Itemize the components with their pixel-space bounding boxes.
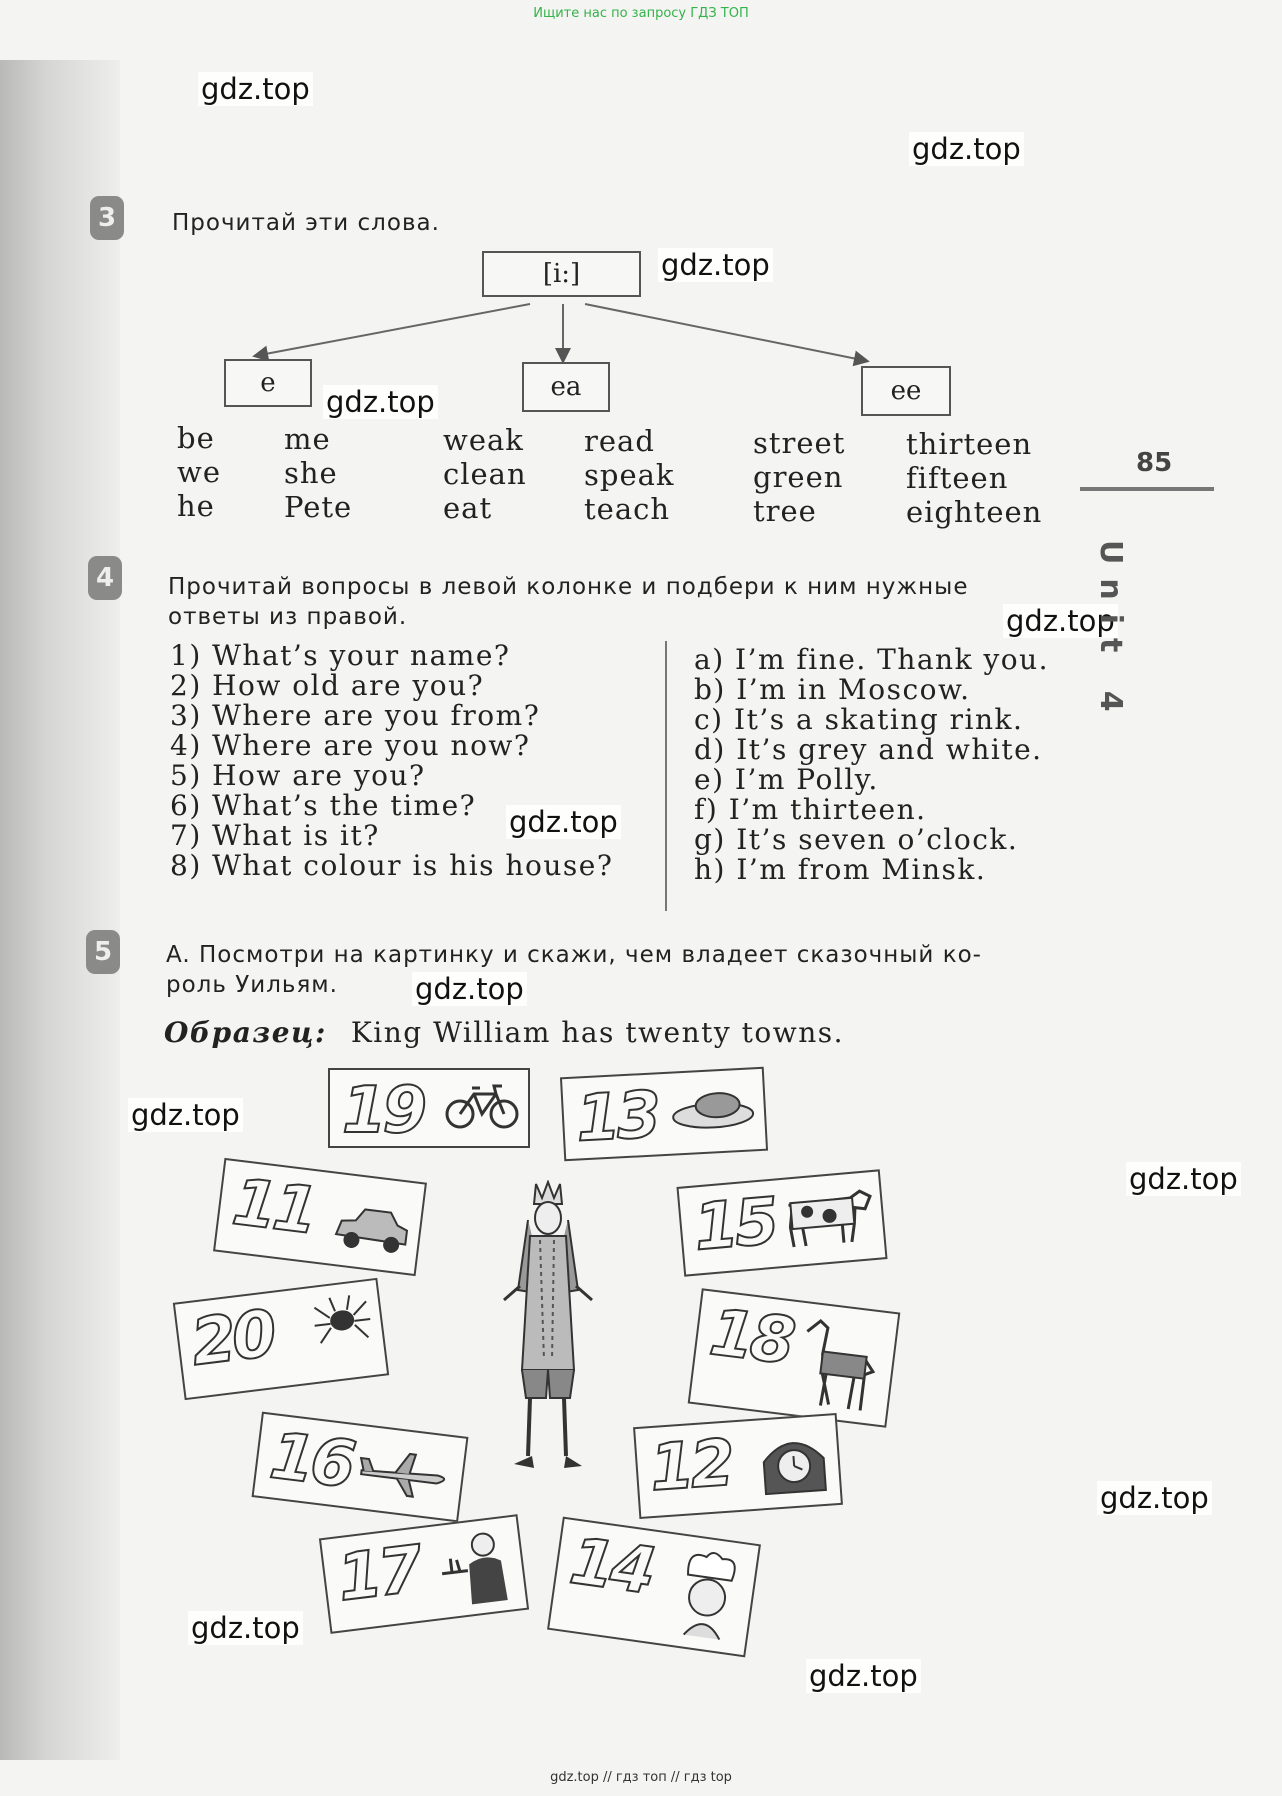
car-icon bbox=[328, 1198, 414, 1263]
card-number: 18 bbox=[705, 1295, 796, 1380]
column-divider bbox=[665, 641, 667, 911]
cow-icon bbox=[779, 1180, 876, 1252]
cook-icon bbox=[666, 1543, 750, 1644]
word: we bbox=[177, 455, 221, 489]
bicycle-icon bbox=[444, 1078, 520, 1130]
instruction-line: роль Уильям. bbox=[166, 972, 338, 998]
word: thirteen bbox=[906, 427, 1033, 461]
watermark: gdz.top bbox=[1097, 1481, 1212, 1515]
word-column-1 bbox=[177, 421, 221, 523]
word: green bbox=[753, 460, 844, 494]
question: 7) What is it? bbox=[170, 819, 380, 852]
card-number: 19 bbox=[342, 1074, 424, 1148]
question: 1) What’s your name? bbox=[170, 639, 511, 672]
word: eat bbox=[443, 491, 493, 525]
word: fifteen bbox=[906, 461, 1009, 495]
card-number: 11 bbox=[228, 1165, 319, 1249]
watermark: gdz.top bbox=[909, 132, 1024, 166]
instruction-line: ответы из правой. bbox=[168, 604, 408, 630]
answer: a) I’m fine. Thank you. bbox=[694, 643, 1050, 676]
question: 4) Where are you now? bbox=[170, 729, 531, 762]
word-column-5 bbox=[753, 426, 845, 528]
word: eighteen bbox=[906, 495, 1043, 529]
word: read bbox=[584, 424, 655, 458]
card-13 bbox=[560, 1067, 768, 1162]
question: 2) How old are you? bbox=[170, 669, 485, 702]
dish-icon bbox=[668, 1077, 757, 1137]
exercise-4-number: 4 bbox=[88, 556, 122, 600]
card-15 bbox=[676, 1169, 887, 1276]
card-number: 20 bbox=[187, 1297, 277, 1381]
question: 5) How are you? bbox=[170, 759, 426, 792]
answer: e) I’m Polly. bbox=[694, 763, 879, 796]
answer: g) It’s seven o’clock. bbox=[694, 823, 1019, 856]
word: weak bbox=[443, 423, 524, 457]
card-number: 17 bbox=[333, 1532, 423, 1617]
word: Pete bbox=[284, 490, 353, 524]
word-column-3 bbox=[443, 423, 527, 525]
instruction-line: Прочитай вопросы в левой колонке и подбери к ним нужные bbox=[168, 574, 969, 600]
spelling-box-ea: ea bbox=[522, 362, 610, 412]
questions-list bbox=[170, 641, 613, 881]
card-12 bbox=[633, 1413, 843, 1519]
card-17 bbox=[319, 1514, 529, 1634]
card-number: 15 bbox=[690, 1184, 779, 1266]
exercise-3-instruction: Прочитай эти слова. bbox=[172, 210, 440, 236]
spelling-box-e: e bbox=[224, 359, 312, 407]
waiter-icon bbox=[433, 1525, 518, 1610]
watermark: gdz.top bbox=[658, 248, 773, 282]
card-number: 12 bbox=[647, 1426, 734, 1507]
top-banner[interactable]: Ищите нас по запросу ГДЗ ТОП bbox=[533, 6, 749, 21]
watermark: gdz.top bbox=[323, 385, 438, 419]
spelling-arrows bbox=[240, 290, 880, 370]
answers-list bbox=[694, 645, 1049, 885]
answer: c) It’s a skating rink. bbox=[694, 703, 1024, 736]
sound-box: [i:] bbox=[482, 251, 641, 297]
word-column-6 bbox=[906, 427, 1042, 529]
watermark: gdz.top bbox=[412, 972, 527, 1006]
exercise-5-instruction bbox=[166, 940, 982, 1000]
word: clean bbox=[443, 457, 527, 491]
bottom-banner[interactable]: gdz.top // гдз топ // гдз top bbox=[550, 1770, 732, 1785]
card-20 bbox=[173, 1278, 389, 1400]
watermark: gdz.top bbox=[506, 805, 621, 839]
sample-label: Образец: bbox=[164, 1016, 327, 1049]
word: she bbox=[284, 456, 338, 490]
horse-icon bbox=[788, 1310, 889, 1416]
answer: h) I’m from Minsk. bbox=[694, 853, 987, 886]
spider-icon bbox=[309, 1289, 375, 1352]
question: 8) What colour is his house? bbox=[170, 849, 614, 882]
watermark: gdz.top bbox=[806, 1659, 921, 1693]
page-binding-shadow bbox=[0, 60, 120, 1760]
airplane-icon bbox=[355, 1444, 456, 1505]
answer: f) I’m thirteen. bbox=[694, 793, 927, 826]
word: me bbox=[284, 422, 331, 456]
watermark: gdz.top bbox=[128, 1098, 243, 1132]
watermark: gdz.top bbox=[198, 72, 313, 106]
watermark: gdz.top bbox=[188, 1611, 303, 1645]
card-number: 16 bbox=[266, 1419, 356, 1503]
answer: d) It’s grey and white. bbox=[694, 733, 1043, 766]
card-16 bbox=[252, 1412, 469, 1523]
word-column-2 bbox=[284, 422, 352, 524]
exercise-3-number: 3 bbox=[90, 196, 124, 240]
word: teach bbox=[584, 492, 671, 526]
question: 3) Where are you from? bbox=[170, 699, 541, 732]
page-number-rule bbox=[1080, 487, 1214, 491]
spelling-box-ee: ee bbox=[861, 366, 951, 416]
instruction-line: A. Посмотри на картинку и скажи, чем владеет сказочный ко- bbox=[166, 942, 982, 968]
word: he bbox=[177, 489, 215, 523]
sample-text: King William has twenty towns. bbox=[350, 1016, 844, 1049]
unit-label: Unit 4 bbox=[1093, 540, 1128, 726]
answer: b) I’m in Moscow. bbox=[694, 673, 971, 706]
watermark: gdz.top bbox=[1003, 604, 1118, 638]
word-column-4 bbox=[584, 424, 674, 526]
word: be bbox=[177, 421, 215, 455]
question: 6) What’s the time? bbox=[170, 789, 477, 822]
sample-sentence bbox=[164, 1016, 844, 1049]
card-11 bbox=[213, 1158, 427, 1276]
exercise-5-number: 5 bbox=[86, 930, 120, 974]
king-icon bbox=[474, 1180, 624, 1480]
card-14 bbox=[547, 1517, 761, 1658]
card-19 bbox=[328, 1068, 530, 1148]
page-number: 85 bbox=[1136, 448, 1173, 478]
card-number: 13 bbox=[574, 1078, 660, 1157]
card-18 bbox=[688, 1288, 901, 1428]
word: tree bbox=[753, 494, 817, 528]
clock-icon bbox=[755, 1424, 832, 1499]
card-number: 14 bbox=[565, 1524, 657, 1610]
word: speak bbox=[584, 458, 675, 492]
word: street bbox=[753, 426, 846, 460]
watermark: gdz.top bbox=[1126, 1162, 1241, 1196]
exercise-4-instruction bbox=[168, 572, 968, 632]
